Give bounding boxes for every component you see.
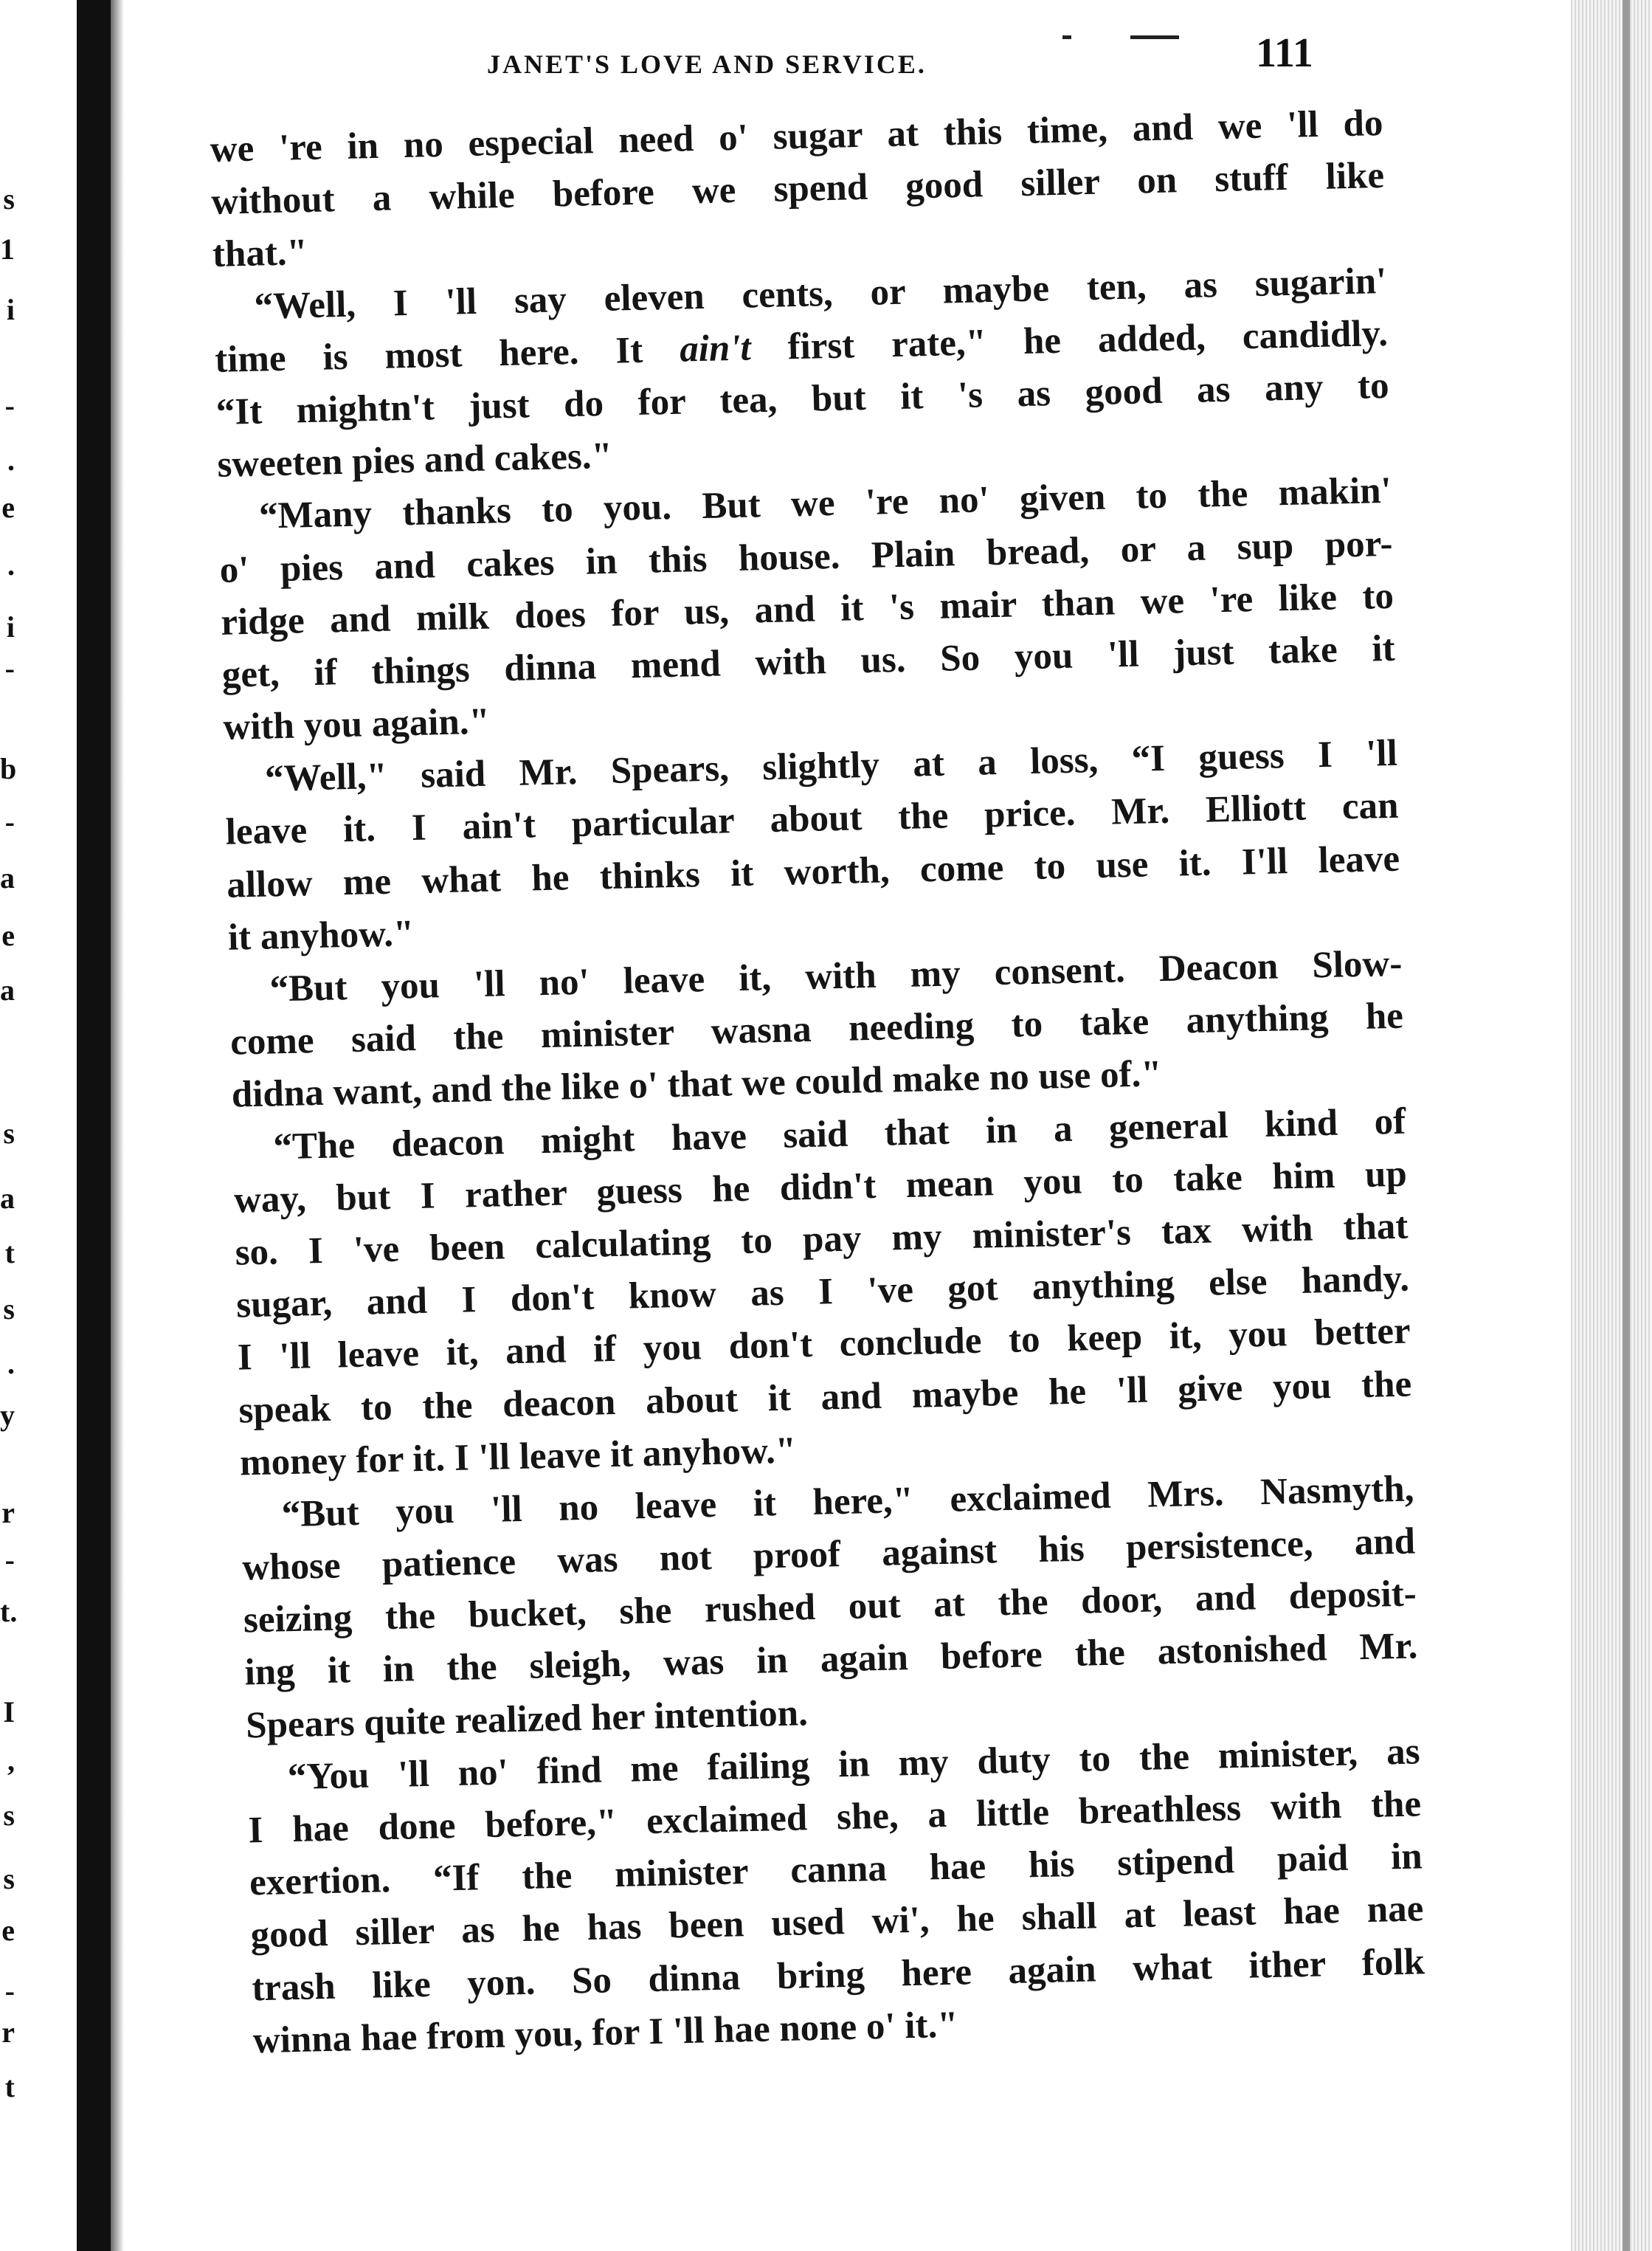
page-stack-shadow [1622,0,1630,2251]
margin-fragment: t [4,2070,15,2103]
text-line: allow me what he thinks it worth, come to use it. I'll leave [226,838,1400,906]
text-line: trash like yon. So dinna bring here again what ither folk [251,1940,1425,2009]
text-line: time is most here. It ain't first rate," he added, candidly. [214,312,1389,381]
text-line: it anyhow." [227,912,415,959]
text-line: seizing the bucket, she rushed out at the door, and deposit- [243,1573,1417,1641]
margin-fragment: s [3,1292,15,1326]
margin-fragment: I [3,1695,15,1728]
text-line: “But you 'll no leave it here," exclaimed Mrs. Nasmyth, [281,1468,1415,1536]
margin-fragment: - [4,652,15,685]
text-line: ing it in the sleigh, was in again before the astonished Mr. [243,1625,1418,1694]
text-line: that." [212,232,308,276]
text-line: I 'll leave it, and if you don't conclude to keep it, you better [237,1310,1411,1379]
margin-fragment: e [1,491,15,524]
body-text [210,97,1426,2067]
book-binding [77,0,111,2251]
emphasized-word: ain't [679,327,752,370]
margin-fragment: - [4,805,15,838]
text-line: didna want, and the like o' that we could make no use of." [231,1053,1163,1117]
margin-fragment: e [1,1914,15,1947]
margin-fragment: r [1,1496,15,1529]
text-line: “Well, I 'll say eleven cents, or maybe ten, as sugarin' [253,260,1387,328]
ink-mark [1062,35,1071,39]
margin-fragment: e [1,919,15,952]
margin-fragment: . [7,548,15,582]
text-line: “But you 'll no' leave it, with my consent. Deacon Slow- [269,942,1403,1010]
margin-fragment: s [3,1799,15,1832]
text-line: “Many thanks to you. But we 're no' given to the makin' [258,470,1392,537]
text-line: “You 'll no' find me failing in my duty to the minister, as [287,1731,1421,1798]
running-head: JANET'S LOVE AND SERVICE. [487,49,927,79]
text-line: get, if things dinna mend with us. So you 'll just take it [221,627,1396,696]
text-line: “The deacon might have said that in a general kind of [272,1100,1406,1168]
gutter-shadow [111,0,124,2251]
margin-fragment: - [4,1974,15,2007]
text-line: so. I 've been calculating to pay my minister's tax with that [235,1205,1409,1274]
text-line: good siller as he has been used wi', he shall at least hae nae [250,1888,1424,1957]
text-line: speak to the deacon about it and maybe he 'll give you the [238,1362,1412,1432]
text-line: o' pies and cakes in this house. Plain bread, or a sup por- [219,523,1393,591]
page-stack-edge [1571,0,1652,2251]
text-line: exertion. “If the minister canna hae his stipend paid in [249,1835,1423,1904]
text-line: winna hae from you, for I 'll hae none o' it." [252,2004,959,2062]
text-line: come said the minister wasna needing to take anything he [229,995,1404,1064]
text-line: sugar, and I don't know as I 've got anything else handy. [235,1258,1410,1326]
margin-fragment: . [7,1347,15,1380]
margin-fragment: t [4,1236,15,1269]
margin-fragment: i [6,610,15,644]
margin-fragment: a [0,973,15,1007]
text-line: way, but I rather guess he didn't mean you to take him up [233,1153,1408,1221]
text-line: with you again." [222,700,491,748]
text-line: “It mightn't just do for tea, but it 's as good as any to [215,365,1390,433]
margin-fragment: t. [0,1595,18,1628]
text-line: “Well," said Mr. Spears, slightly at a loss, “I guess I 'll [264,732,1398,800]
margin-fragment: - [4,1543,15,1576]
margin-fragment: 1 [0,232,15,266]
page-number: 111 [1256,30,1313,76]
text-line: without a while before we spend good siller on stuff like [210,155,1385,224]
margin-fragment: s [3,1862,15,1895]
margin-fragment: a [0,1182,15,1215]
margin-fragment: - [4,389,15,422]
margin-fragment: a [0,861,15,894]
text-line: we 're in no especial need o' sugar at this time, and we 'll do [210,102,1384,170]
margin-fragment: y [0,1399,15,1432]
text-line: leave it. I ain't particular about the price. Mr. Elliott can [225,785,1400,854]
margin-fragment: r [1,2016,15,2049]
text-line: ridge and milk does for us, and it 's mair than we 're like to [220,575,1394,644]
margin-fragment: s [3,182,15,216]
text-line: sweeten pies and cakes." [216,435,613,486]
text-line: whose patience was not proof against his persistence, and [241,1520,1416,1589]
margin-fragment: b [0,752,17,785]
margin-fragment: s [3,1117,15,1150]
margin-fragment: i [6,293,15,326]
text-line: I hae done before," exclaimed she, a little breathless with the [247,1783,1422,1852]
margin-fragment: . [7,444,15,477]
text-line: money for it. I 'll leave it anyhow." [239,1430,797,1484]
ink-mark [1130,35,1179,39]
margin-fragment: , [7,1744,15,1777]
text-line: Spears quite realized her intention. [245,1692,809,1747]
